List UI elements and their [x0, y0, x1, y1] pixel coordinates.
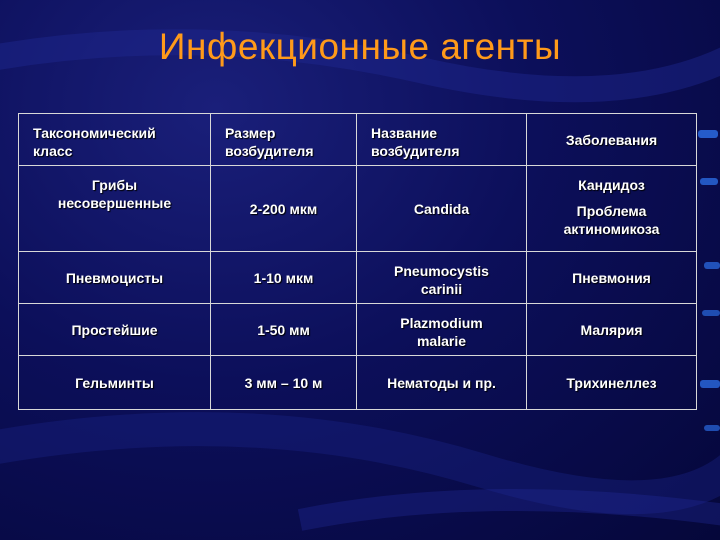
cell-size: 2-200 мкм [211, 166, 357, 252]
cell-name: Plazmodium malarie [357, 304, 527, 356]
table-row [19, 304, 697, 356]
cell-size: 3 мм – 10 м [211, 356, 357, 410]
header-size: Размер возбудителя [211, 114, 357, 166]
header-disease: Заболевания [527, 114, 697, 166]
header-class: Таксономический класс [19, 114, 211, 166]
agents-table [18, 113, 697, 410]
table-row [19, 356, 697, 410]
cell-size: 1-50 мм [211, 304, 357, 356]
cell-class: Гельминты [19, 356, 211, 410]
cell-size: 1-10 мкм [211, 252, 357, 304]
slide-title: Инфекционные агенты [158, 26, 562, 67]
cell-class: Пневмоцисты [19, 252, 211, 304]
cell-class: Грибы несовершенные [19, 166, 211, 252]
table-row [19, 252, 697, 304]
table-row [19, 166, 697, 252]
header-name: Название возбудителя [357, 114, 527, 166]
cell-class: Простейшие [19, 304, 211, 356]
cell-disease: Малярия [527, 304, 697, 356]
cell-disease: Кандидоз Проблема актиномикоза [527, 166, 697, 252]
table-header-row [19, 114, 697, 166]
cell-disease: Трихинеллез [527, 356, 697, 410]
cell-disease: Пневмония [527, 252, 697, 304]
cell-name: Candida [357, 166, 527, 252]
cell-name: Pneumocystis carinii [357, 252, 527, 304]
cell-name: Нематоды и пр. [357, 356, 527, 410]
